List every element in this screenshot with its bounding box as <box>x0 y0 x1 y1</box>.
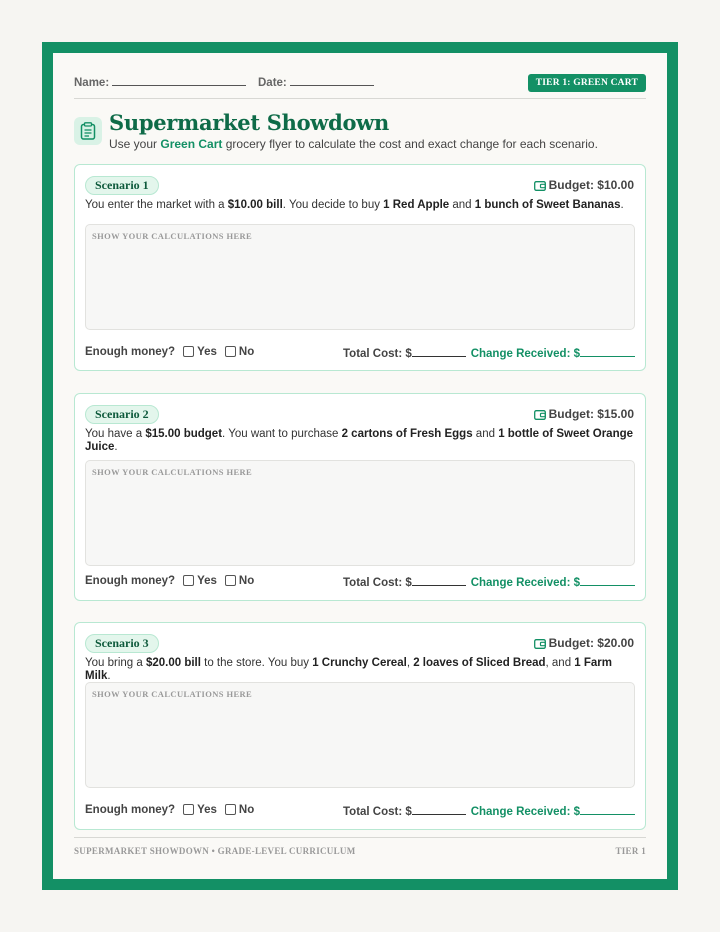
name-field[interactable] <box>74 76 246 89</box>
description-text: and <box>472 428 499 440</box>
scenario-card-1 <box>74 164 646 371</box>
no-label: No <box>238 575 255 587</box>
total-cost-field[interactable] <box>343 346 466 360</box>
description-text: , and <box>545 657 575 669</box>
description-text: . You want to purchase <box>222 428 342 440</box>
change-received-field[interactable] <box>471 575 635 589</box>
date-line[interactable] <box>290 76 374 86</box>
budget-label <box>534 636 634 650</box>
yes-label: Yes <box>197 346 217 358</box>
name-line[interactable] <box>112 76 246 86</box>
worksheet <box>53 53 667 879</box>
answer-row <box>85 346 635 362</box>
change-received-label: Change Received: $ <box>470 577 580 589</box>
no-label: No <box>238 346 255 358</box>
description-text: to the store. You buy <box>200 657 313 669</box>
subtitle-pre: Use your <box>109 137 161 151</box>
description-text: , <box>406 657 414 669</box>
scenario-card-2 <box>74 393 646 601</box>
clipboard-icon <box>74 117 102 145</box>
page-subtitle <box>109 137 598 151</box>
change-received-field[interactable] <box>471 346 635 360</box>
scenario-description <box>85 428 633 454</box>
change-received-line[interactable] <box>580 804 635 815</box>
change-received-label: Change Received: $ <box>470 806 580 818</box>
description-highlight: 1 bottle of Sweet Orange Juice <box>85 428 634 453</box>
subtitle-highlight: Green Cart <box>160 137 223 151</box>
no-checkbox[interactable] <box>225 346 236 357</box>
description-highlight: 2 cartons of Fresh Eggs <box>341 428 473 440</box>
date-label: Date: <box>258 77 287 89</box>
scenario-description <box>85 657 633 683</box>
description-highlight: $15.00 budget <box>145 428 223 440</box>
total-cost-label: Total Cost: $ <box>343 806 412 818</box>
total-cost-field[interactable] <box>343 575 466 589</box>
total-cost-line[interactable] <box>412 575 466 586</box>
total-cost-field[interactable] <box>343 804 466 818</box>
no-checkbox[interactable] <box>225 804 236 815</box>
description-highlight: 1 Farm Milk <box>85 657 613 682</box>
description-text: . You decide to buy <box>282 199 384 211</box>
wallet-icon <box>534 638 546 649</box>
budget-text: Budget: $10.00 <box>548 178 634 192</box>
budget-text: Budget: $20.00 <box>548 636 634 650</box>
budget-text: Budget: $15.00 <box>548 407 634 421</box>
page-footer <box>74 837 646 856</box>
scenario-label: Scenario 1 <box>85 176 159 195</box>
name-label: Name: <box>74 77 110 89</box>
change-received-label: Change Received: $ <box>470 348 580 360</box>
date-field[interactable] <box>258 76 374 89</box>
description-text: and <box>449 199 475 211</box>
change-received-field[interactable] <box>471 804 635 818</box>
title-block <box>74 110 646 160</box>
header-fields <box>74 73 646 99</box>
no-label: No <box>238 804 255 816</box>
page-title: Supermarket Showdown <box>109 110 389 135</box>
description-text: You enter the market with a <box>85 199 228 211</box>
enough-money-label: Enough money? <box>85 804 176 816</box>
total-cost-line[interactable] <box>412 804 466 815</box>
scenario-label: Scenario 2 <box>85 405 159 424</box>
yes-checkbox[interactable] <box>183 804 194 815</box>
enough-money-group <box>85 575 254 587</box>
total-cost-label: Total Cost: $ <box>343 348 412 360</box>
no-checkbox[interactable] <box>225 575 236 586</box>
answer-row <box>85 575 635 591</box>
description-text: . <box>620 199 624 211</box>
change-received-line[interactable] <box>580 346 635 357</box>
yes-label: Yes <box>197 575 217 587</box>
description-highlight: 2 loaves of Sliced Bread <box>413 657 546 669</box>
yes-label: Yes <box>197 804 217 816</box>
description-highlight: 1 Red Apple <box>383 199 450 211</box>
budget-label <box>534 407 634 421</box>
answer-row <box>85 804 635 820</box>
change-received-line[interactable] <box>580 575 635 586</box>
calculation-area[interactable] <box>85 682 635 788</box>
footer-right: TIER 1 <box>615 846 646 856</box>
calculation-label: SHOW YOUR CALCULATIONS HERE <box>92 231 253 241</box>
subtitle-post: grocery flyer to calculate the cost and exact change for each scenario. <box>222 137 598 151</box>
description-highlight: 1 bunch of Sweet Bananas <box>474 199 621 211</box>
calculation-label: SHOW YOUR CALCULATIONS HERE <box>92 689 253 699</box>
description-text: . <box>114 441 118 453</box>
description-text: You have a <box>85 428 146 440</box>
enough-money-group <box>85 346 254 358</box>
calculation-area[interactable] <box>85 224 635 330</box>
wallet-icon <box>534 180 546 191</box>
page-border <box>42 42 678 890</box>
scenario-card-3 <box>74 622 646 830</box>
description-highlight: $10.00 bill <box>227 199 283 211</box>
enough-money-label: Enough money? <box>85 346 176 358</box>
calculation-label: SHOW YOUR CALCULATIONS HERE <box>92 467 253 477</box>
footer-left: SUPERMARKET SHOWDOWN • GRADE-LEVEL CURRICULUM <box>74 846 356 856</box>
tier-badge: TIER 1: GREEN CART <box>528 74 646 92</box>
description-text: You bring a <box>85 657 146 669</box>
calculation-area[interactable] <box>85 460 635 566</box>
total-cost-label: Total Cost: $ <box>343 577 412 589</box>
description-highlight: 1 Crunchy Cereal <box>312 657 407 669</box>
budget-label <box>534 178 634 192</box>
yes-checkbox[interactable] <box>183 346 194 357</box>
yes-checkbox[interactable] <box>183 575 194 586</box>
description-highlight: $20.00 bill <box>145 657 201 669</box>
description-text: . <box>107 670 111 682</box>
scenario-label: Scenario 3 <box>85 634 159 653</box>
wallet-icon <box>534 409 546 420</box>
scenario-description <box>85 199 633 212</box>
enough-money-label: Enough money? <box>85 575 176 587</box>
total-cost-line[interactable] <box>412 346 466 357</box>
enough-money-group <box>85 804 254 816</box>
